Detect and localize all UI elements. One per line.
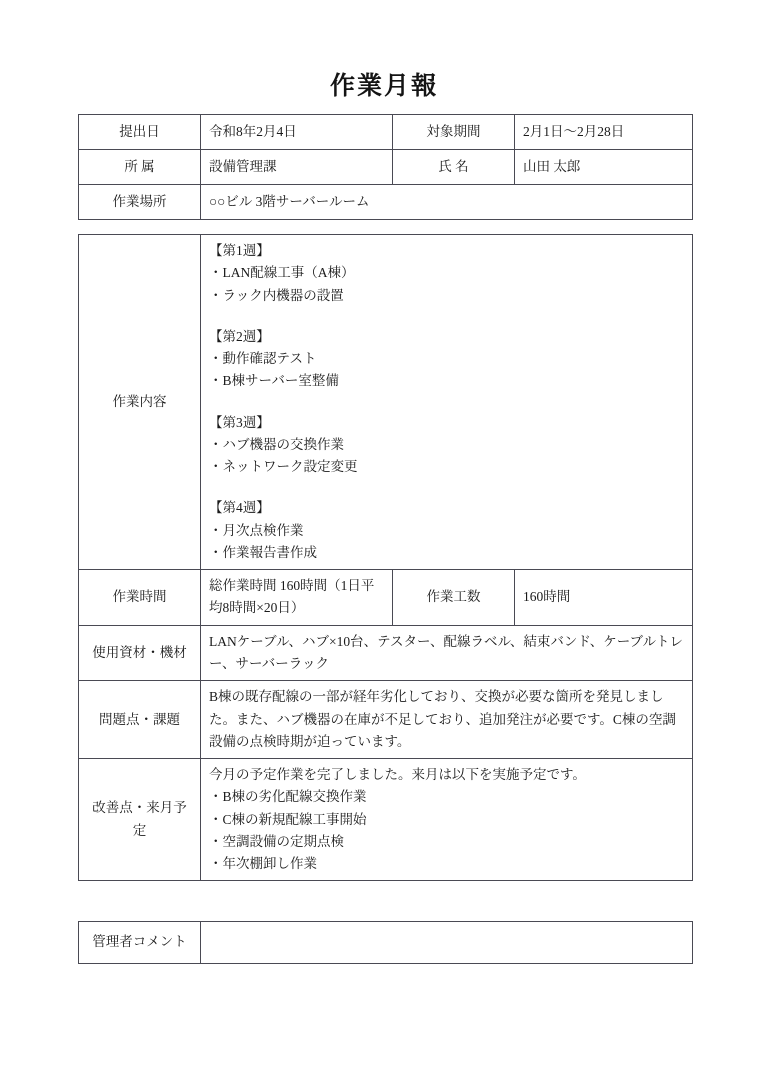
name-value: 山田 太郎 [515, 150, 693, 185]
issues-label: 問題点・課題 [79, 681, 201, 759]
improvements-item: ・空調設備の定期点検 [209, 833, 344, 849]
report-body-table [78, 234, 693, 881]
week-heading: 【第2週】 [209, 328, 270, 344]
week-item: ・作業報告書作成 [209, 544, 317, 560]
target-period-value: 2月1日〜2月28日 [515, 115, 693, 150]
work-content-value [201, 235, 693, 570]
week-item: ・ラック内機器の設置 [209, 287, 344, 303]
week-block [209, 497, 684, 564]
improvements-intro: 今月の予定作業を完了しました。来月は以下を実施予定です。 [209, 767, 586, 783]
spacer [209, 307, 684, 326]
week-block [209, 412, 684, 479]
manager-comment-table [78, 921, 693, 964]
table-row [79, 185, 693, 220]
materials-value: LANケーブル、ハブ×10台、テスター、配線ラベル、結束バンド、ケーブルトレー、サーバーラック [201, 625, 693, 681]
improvements-item: ・年次棚卸し作業 [209, 856, 317, 872]
materials-label: 使用資材・機材 [79, 625, 201, 681]
work-hours-value: 総作業時間 160時間（1日平均8時間×20日） [201, 570, 393, 626]
page-title: 作業月報 [329, 73, 438, 100]
work-content-label: 作業内容 [79, 235, 201, 570]
work-hours-label: 作業時間 [79, 570, 201, 626]
department-label: 所 属 [79, 150, 201, 185]
target-period-label: 対象期間 [393, 115, 515, 150]
name-label: 氏 名 [393, 150, 515, 185]
manager-comment-label: 管理者コメント [79, 922, 201, 964]
submission-date-label: 提出日 [79, 115, 201, 150]
week-item: ・ハブ機器の交換作業 [209, 436, 344, 452]
improvements-value [201, 759, 693, 881]
man-hours-value: 160時間 [515, 570, 693, 626]
manager-comment-value[interactable] [201, 922, 693, 964]
issues-value: B棟の既存配線の一部が経年劣化しており、交換が必要な箇所を発見しました。また、ハブ機器の在庫が不足しており、追加発注が必要です。C棟の空調設備の点検時期が迫っています。 [201, 681, 693, 759]
week-item: ・月次点検作業 [209, 522, 304, 538]
man-hours-label: 作業工数 [393, 570, 515, 626]
week-block [209, 326, 684, 393]
table-row [79, 681, 693, 759]
improvements-item: ・C棟の新規配線工事開始 [209, 811, 367, 827]
week-item: ・動作確認テスト [209, 351, 317, 367]
table-row [79, 922, 693, 964]
table-row [79, 235, 693, 570]
table-row [79, 115, 693, 150]
spacer [209, 393, 684, 412]
table-row [79, 759, 693, 881]
week-item: ・ネットワーク設定変更 [209, 459, 358, 475]
table-row [79, 570, 693, 626]
improvements-item: ・B棟の劣化配線交換作業 [209, 789, 367, 805]
work-location-value: ○○ビル 3階サーバールーム [201, 185, 693, 220]
spacer [209, 478, 684, 497]
table-row [79, 150, 693, 185]
work-location-label: 作業場所 [79, 185, 201, 220]
header-info-table [78, 114, 693, 220]
submission-date-value: 令和8年2月4日 [201, 115, 393, 150]
department-value: 設備管理課 [201, 150, 393, 185]
week-item: ・LAN配線工事（A棟） [209, 265, 355, 281]
week-block [209, 240, 684, 307]
week-heading: 【第3週】 [209, 414, 270, 430]
improvements-label: 改善点・来月予定 [79, 759, 201, 881]
week-heading: 【第4週】 [209, 500, 270, 516]
week-heading: 【第1週】 [209, 243, 270, 258]
week-item: ・B棟サーバー室整備 [209, 373, 339, 389]
table-row [79, 625, 693, 681]
